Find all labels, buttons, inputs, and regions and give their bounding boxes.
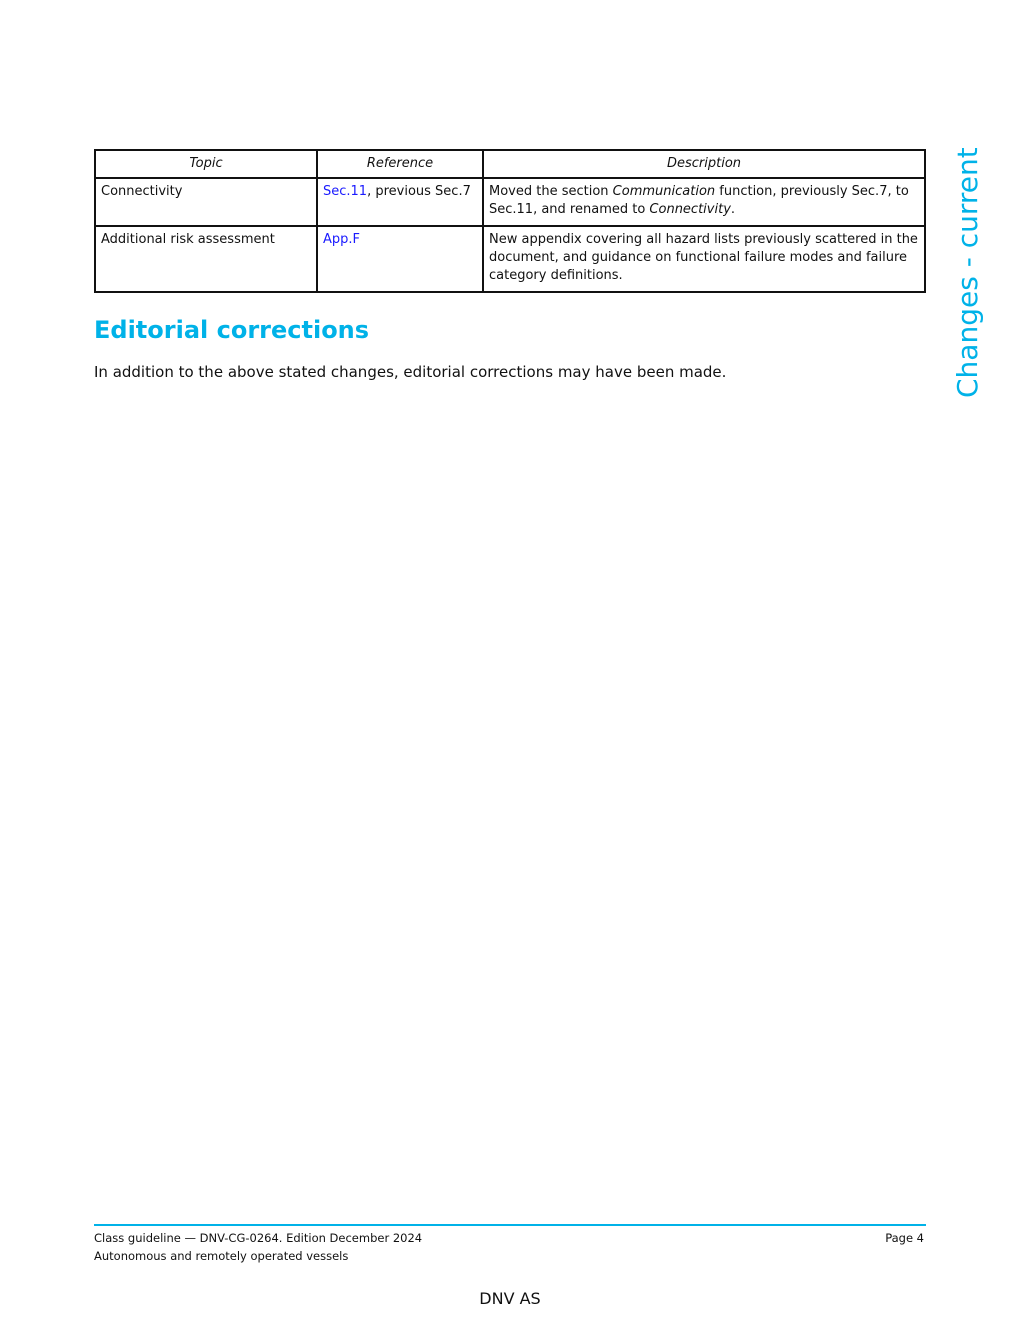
section-paragraph: In addition to the above stated changes, editorial corrections may have been made. (94, 363, 727, 381)
header-reference: Reference (317, 150, 483, 178)
description-cell (483, 178, 925, 226)
description-italic: Connectivity (649, 202, 731, 217)
side-label: Changes - current (951, 147, 984, 398)
company-name: DNV AS (479, 1289, 541, 1308)
reference-link[interactable]: Sec.11 (323, 184, 368, 199)
topic-cell: Additional risk assessment (95, 226, 317, 292)
changes-table (94, 149, 926, 293)
reference-cell (317, 226, 483, 292)
header-description: Description (483, 150, 925, 178)
reference-cell (317, 178, 483, 226)
table-row (95, 178, 925, 226)
description-italic: Communication (612, 184, 716, 199)
footer-subtitle: Autonomous and remotely operated vessels (94, 1249, 349, 1263)
description-text: . (730, 202, 736, 217)
description-text: function, previously Sec.7, to Sec.11, and renamed to (489, 184, 909, 217)
page-number: Page 4 (885, 1231, 924, 1245)
table-row (95, 226, 925, 292)
topic-cell: Connectivity (95, 178, 317, 226)
reference-text: , previous Sec.7 (367, 184, 471, 199)
reference-link[interactable]: App.F (323, 232, 361, 247)
table-header-row (95, 150, 925, 178)
footer-document-title: Class guideline — DNV-CG-0264. Edition December 2024 (94, 1231, 423, 1245)
footer-divider (94, 1224, 926, 1226)
description-text: Moved the section (489, 184, 613, 199)
section-heading: Editorial corrections (94, 316, 370, 344)
description-cell: New appendix covering all hazard lists previously scattered in the document, and guidance on functional failure modes and failure category definitions. (483, 226, 925, 292)
header-topic: Topic (95, 150, 317, 178)
